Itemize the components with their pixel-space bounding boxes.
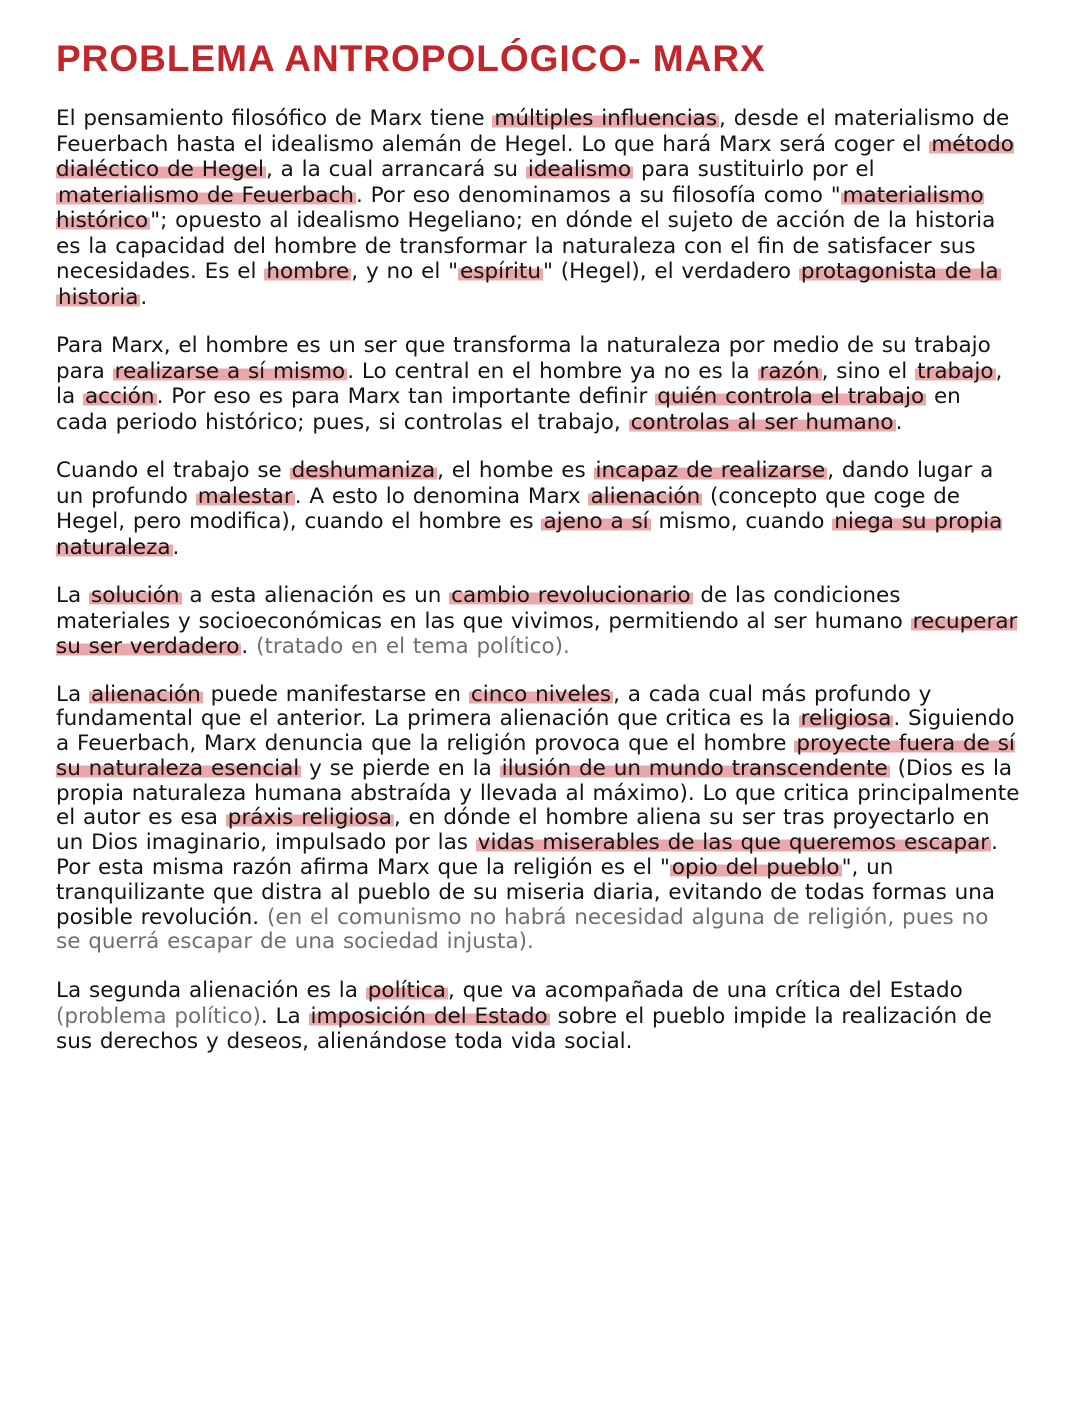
text-run: , que va acompañada de una crítica del Estado — [447, 978, 963, 1004]
highlighted-phrase: razón — [759, 358, 820, 384]
notes-body — [56, 106, 1020, 1055]
text-run: "; opuesto al idealismo Hegeliano; en dónde el sujeto de acción de la historia es la capacidad del hombre de transformar la naturaleza con el fin de satisfacer sus necesidades. Es el — [56, 208, 996, 284]
highlighted-phrase: múltiples influencias — [494, 106, 718, 131]
highlighted-phrase: protagonista de la — [800, 259, 999, 284]
paragraph-alienation-definition — [56, 458, 1020, 560]
highlighted-phrase: historia — [58, 284, 139, 310]
text-run: . Por eso denominamos a su filosofía como " — [355, 182, 841, 208]
highlighted-phrase: ilusión de un mundo transcendente — [501, 755, 888, 781]
highlighted-phrase: quién controla el trabajo — [657, 384, 925, 409]
highlighted-phrase: recuperar su ser verdadero — [56, 608, 1018, 659]
text-run: Cuando el trabajo se — [56, 458, 290, 483]
highlighted-phrase: deshumaniza — [291, 458, 436, 483]
text-run: El pensamiento filosófico de Marx tiene — [56, 106, 493, 131]
text-run: , a cada cual más profundo y fundamental que el anterior. La primera alienación que critica es la — [56, 681, 932, 732]
highlighted-phrase: vidas miserables de las que queremos escapar — [477, 830, 990, 856]
highlighted-phrase: realizarse a sí mismo — [114, 358, 346, 384]
text-run: . Siguiendo a Feuerbach, Marx denuncia que la religión provoca que el hombre — [56, 706, 1015, 757]
text-run: La — [56, 583, 89, 608]
text-run: puede manifestarse en — [202, 681, 469, 707]
highlighted-phrase: alienación — [590, 483, 701, 509]
highlighted-phrase: incapaz de realizarse — [595, 458, 826, 483]
text-run: , desde el materialismo de Feuerbach hasta el idealismo alemán de Hegel. Lo que hará Marx será coger el — [56, 106, 1010, 157]
text-run: Para Marx, el hombre es un ser que transforma la naturaleza por medio de su trabajo para — [56, 333, 991, 384]
text-run: , dando lugar a un profundo — [56, 458, 994, 509]
highlighted-phrase: cinco niveles — [470, 681, 612, 707]
paragraph-influences — [56, 106, 1020, 310]
highlighted-phrase: cambio revolucionario — [451, 583, 691, 608]
paragraph-solution — [56, 583, 1020, 660]
highlighted-phrase: materialismo de Feuerbach — [58, 182, 354, 208]
text-run: " (Hegel), el verdadero — [542, 259, 799, 284]
aside-note: (en el comunismo no habrá necesidad alguna de religión, pues no se querrá escapar de una sociedad injusta). — [56, 904, 989, 955]
text-run: , y no el " — [351, 259, 459, 284]
highlighted-phrase: trabajo — [917, 358, 994, 384]
text-run: ", un tranquilizante que distra al pueblo de su miseria diaria, evitando de todas formas una posible revolución. — [56, 855, 996, 930]
highlighted-phrase: método dialéctico de Hegel — [56, 131, 1014, 182]
text-run: . Por esta misma razón afirma Marx que la religión es el " — [56, 830, 998, 881]
paragraph-political-alienation — [56, 978, 1020, 1055]
paragraph-religious-alienation — [56, 683, 1020, 956]
highlighted-phrase: acción — [84, 384, 155, 409]
highlighted-phrase: idealismo — [527, 157, 632, 182]
text-run: . — [241, 634, 257, 659]
highlighted-phrase: materialismo histórico — [56, 182, 984, 233]
highlighted-phrase: ajeno a sí — [543, 509, 649, 534]
paragraph-labor — [56, 333, 1020, 435]
text-run: de las condiciones materiales y socioeconómicas en las que vivimos, permitiendo al ser humano — [56, 583, 911, 634]
text-run: . La — [260, 1003, 309, 1029]
text-run: , la — [56, 358, 1003, 409]
text-run: mismo, cuando — [650, 509, 833, 534]
aside-note: (problema político) — [56, 1003, 261, 1029]
text-run: , sino el — [821, 358, 916, 384]
highlighted-phrase: hombre — [266, 259, 350, 284]
highlighted-phrase: política — [367, 978, 446, 1004]
highlighted-phrase: controlas al ser humano — [630, 409, 894, 435]
highlighted-phrase: religiosa — [800, 706, 892, 732]
text-run: , en dónde el hombre aliena su ser tras proyectarlo en un Dios imaginario, impulsado por las — [56, 805, 990, 856]
highlighted-phrase: alienación — [91, 681, 201, 707]
highlighted-phrase: imposición del Estado — [310, 1003, 548, 1029]
text-run: (concepto que coge de Hegel, pero modifica), cuando el hombre es — [56, 483, 961, 534]
highlighted-phrase: malestar — [197, 483, 293, 509]
text-run: a esta alienación es un — [181, 583, 450, 608]
page-title: PROBLEMA ANTROPOLÓGICO- MARX — [56, 38, 766, 79]
text-run: . Lo central en el hombre ya no es la — [347, 358, 758, 384]
highlighted-phrase: práxis religiosa — [227, 805, 392, 831]
text-run: . A esto lo denomina Marx — [294, 483, 589, 509]
text-run: . — [895, 409, 903, 435]
text-run: . — [172, 534, 180, 560]
highlighted-phrase: espíritu — [460, 259, 541, 284]
text-run: para sustituirlo por el — [633, 157, 875, 182]
text-run: en cada periodo histórico; pues, si controlas el trabajo, — [56, 384, 961, 435]
text-run: (Dios es la propia naturaleza humana abstraída y llevada al máximo). Lo que critica principalmente el autor es esa — [56, 755, 1020, 831]
text-run: La — [56, 681, 89, 707]
text-run: . — [140, 284, 148, 310]
highlighted-phrase: proyecte fuera de sí su naturaleza esencial — [56, 731, 1015, 781]
text-run: . Por eso es para Marx tan importante definir — [156, 384, 656, 409]
aside-note: (tratado en el tema político). — [256, 634, 570, 659]
text-run: La segunda alienación es la — [56, 978, 366, 1004]
highlighted-phrase: niega su propia naturaleza — [56, 509, 1003, 560]
highlighted-phrase: solución — [91, 583, 180, 608]
text-run: , el hombe es — [437, 458, 594, 483]
text-run: y se pierde en la — [301, 755, 500, 781]
highlighted-phrase: opio del pueblo — [671, 855, 840, 881]
text-run: , a la cual arrancará su — [265, 157, 526, 182]
text-run: sobre el pueblo impide la realización de sus derechos y deseos, alienándose toda vida social. — [56, 1003, 992, 1055]
